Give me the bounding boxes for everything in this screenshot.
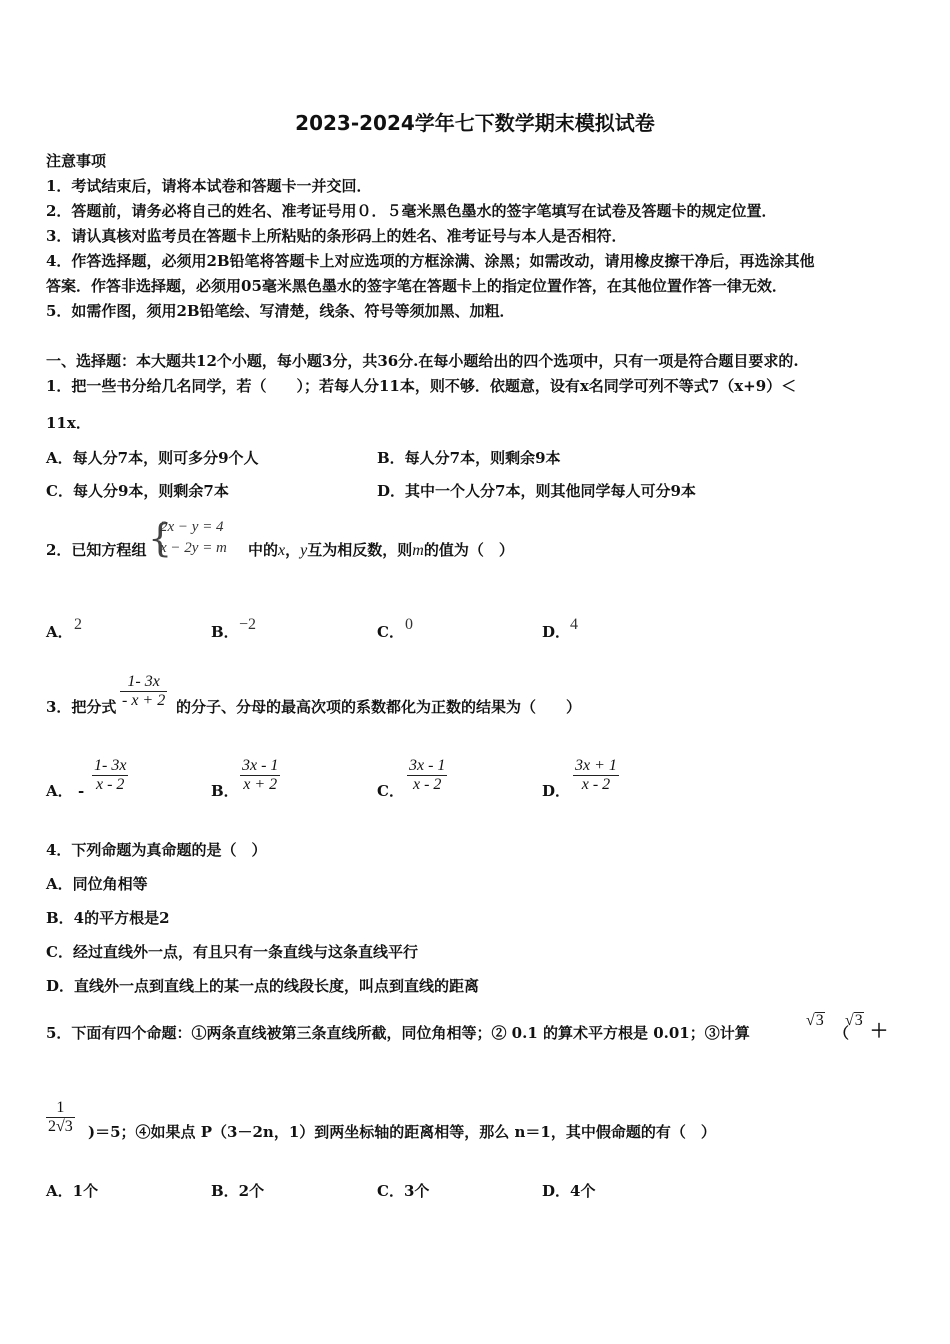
q2-option-a-value: 2 xyxy=(74,616,82,633)
q2-option-b-value: −2 xyxy=(239,616,257,633)
q5-option-d: D．4个 xyxy=(542,1182,596,1200)
q2-option-d-value: 4 xyxy=(570,616,578,633)
q3-option-d-label: D． xyxy=(542,782,571,800)
q3-option-a-sign: - xyxy=(78,782,85,800)
equation-1: 2x − y = 4 xyxy=(160,519,224,535)
question-1-stem: 1．把一些书分给几名同学，若（ ）；若每人分11本，则不够．依题意，设有x名同学可列不等式7（x+9）＜ xyxy=(46,377,797,395)
notice-item: 答案．作答非选择题，必须用05毫米黑色墨水的签字笔在答题卡上的指定位置作答，在其他位置作答一律无效． xyxy=(46,277,787,295)
q4-option-c: C．经过直线外一点，有且只有一条直线与这条直线平行 xyxy=(46,943,418,961)
page-title: 2023-2024学年七下数学期末模拟试卷 xyxy=(295,111,655,135)
q2-option-a-label: A． xyxy=(46,623,73,641)
q2-option-c-label: C． xyxy=(377,623,404,641)
q2-option-c-value: 0 xyxy=(405,616,413,633)
question-3-prefix: 3．把分式 xyxy=(46,698,117,716)
section-heading: 一、选择题：本大题共12个小题，每小题3分，共36分.在每小题给出的四个选项中，只有一项是符合题目要求的. xyxy=(46,352,799,370)
notice-item: 1．考试结束后，请将本试卷和答题卡一并交回． xyxy=(46,177,372,195)
paren-open: （ xyxy=(834,1024,850,1042)
q4-option-b: B．4的平方根是2 xyxy=(46,909,170,927)
plus-sign: ＋ xyxy=(870,1021,888,1042)
system-brace-icon: { xyxy=(148,516,173,560)
notice-item: 5．如需作图，须用2B铅笔绘、写清楚，线条、符号等须加黑、加粗． xyxy=(46,302,515,320)
question-5-stem-cont: )＝5；④如果点 P（3－2n，1）到两坐标轴的距离相等，那么 n＝1，其中假命题的有（ ） xyxy=(88,1123,716,1141)
q1-option-b: B．每人分7本，则剩余9本 xyxy=(377,449,561,467)
question-2-middle: 中的x，y互为相反数，则m的值为（ ） xyxy=(248,541,514,559)
notice-heading: 注意事项 xyxy=(46,152,107,170)
q3-fraction: $\frac{1- 3x}{- x + 2}$ xyxy=(122,673,166,709)
q4-option-a: A．同位角相等 xyxy=(46,875,148,893)
sqrt-3-b: √3 xyxy=(845,1012,863,1029)
q1-option-a: A．每人分7本，则可多分9个人 xyxy=(46,449,259,467)
q3-option-b-label: B． xyxy=(211,782,239,800)
q2-option-d-label: D． xyxy=(542,623,571,641)
question-4-stem: 4．下列命题为真命题的是（ ） xyxy=(46,841,267,859)
q2-option-b-label: B． xyxy=(211,623,239,641)
q3-option-d-fraction: $\frac{3x + 1}{x - 2}$ xyxy=(575,757,617,793)
notice-item: 3．请认真核对监考员在答题卡上所粘贴的条形码上的姓名、准考证号与本人是否相符． xyxy=(46,227,627,245)
notice-item: 4．作答选择题，必须用2B铅笔将答题卡上对应选项的方框涂满、涂黑；如需改动，请用橡皮擦干净后，再选涂其他 xyxy=(46,252,815,270)
q3-option-a-label: A． xyxy=(46,782,73,800)
q3-option-b-fraction: $\frac{3x - 1}{x + 2}$ xyxy=(242,757,279,793)
question-3-suffix: 的分子、分母的最高次项的系数都化为正数的结果为（ ） xyxy=(176,698,582,716)
q3-option-c-fraction: $\frac{3x - 1}{x - 2}$ xyxy=(409,757,446,793)
q4-option-d: D．直线外一点到直线上的某一点的线段长度，叫点到直线的距离 xyxy=(46,977,480,995)
equation-2: x − 2y = m xyxy=(160,540,227,556)
notice-item: 2．答题前，请务必将自己的姓名、准考证号用０．５毫米黑色墨水的签字笔填写在试卷及答题卡的规定位置． xyxy=(46,202,777,220)
question-2-prefix: 2．已知方程组 xyxy=(46,541,147,559)
q5-option-b: B．2个 xyxy=(211,1182,265,1200)
q5-fraction: $\frac{1}{2√3}$ xyxy=(48,1099,73,1135)
q3-option-c-label: C． xyxy=(377,782,404,800)
q5-option-a: A．1个 xyxy=(46,1182,99,1200)
sqrt-3-a: √3 xyxy=(806,1012,824,1029)
question-1-stem-cont: 11x． xyxy=(46,414,91,432)
q5-option-c: C．3个 xyxy=(377,1182,430,1200)
question-5-stem: 5．下面有四个命题：①两条直线被第三条直线所截，同位角相等；② 0.1 的算术平方根是 0.01；③计算 xyxy=(46,1024,750,1042)
q1-option-d: D．其中一个人分7本，则其他同学每人可分9本 xyxy=(377,482,696,500)
q3-option-a-fraction: $\frac{1- 3x}{x - 2}$ xyxy=(94,757,127,793)
q1-option-c: C．每人分9本，则剩余7本 xyxy=(46,482,229,500)
